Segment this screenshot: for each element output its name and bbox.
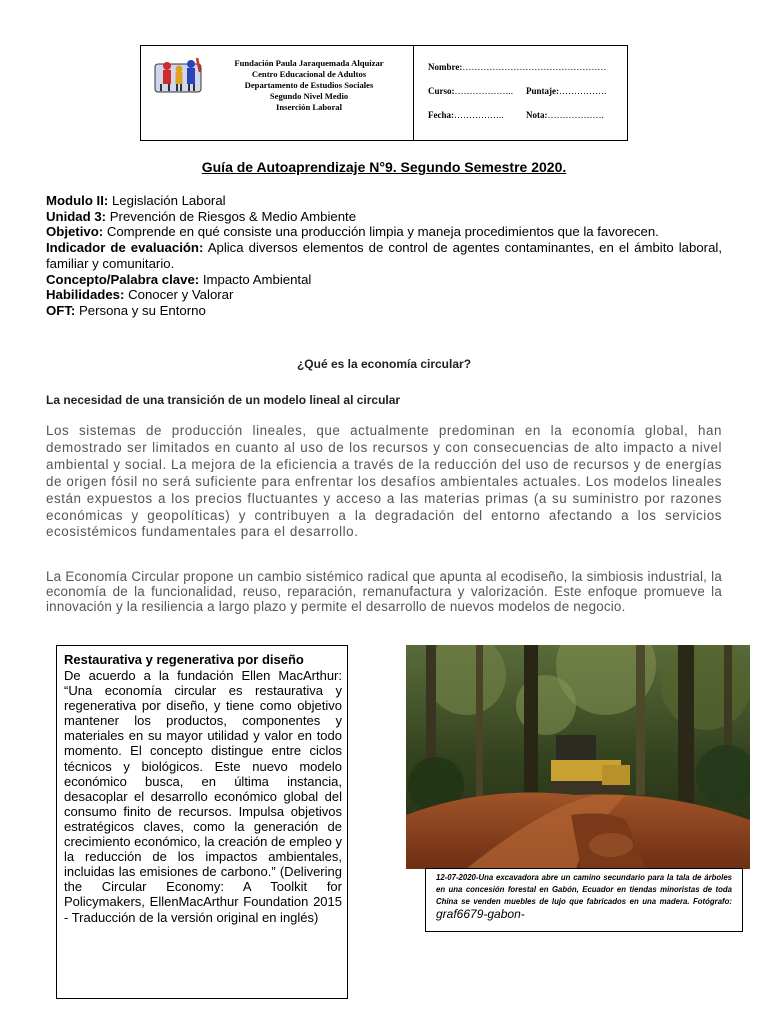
definition-box-title: Restaurativa y regenerativa por diseño xyxy=(64,652,304,667)
institution-line: Segundo Nivel Medio xyxy=(269,91,349,101)
nombre-field[interactable]: Nombre:………………………………………… xyxy=(428,62,607,72)
curso-label: Curso: xyxy=(428,86,455,96)
objetivo-label: Objetivo: xyxy=(46,224,104,240)
nombre-label: Nombre: xyxy=(428,62,463,72)
unidad-value: Prevención de Riesgos & Medio Ambiente xyxy=(109,208,357,224)
oft-value: Persona y su Entorno xyxy=(78,302,206,318)
objetivo-line xyxy=(46,224,722,240)
oft-label: OFT: xyxy=(46,302,76,318)
section-subtitle: La necesidad de una transición de un modelo lineal al circular xyxy=(46,393,401,407)
concepto-value: Impacto Ambiental xyxy=(202,271,312,287)
oft-line xyxy=(46,303,722,319)
curso-field[interactable]: Curso:……………….. xyxy=(428,86,513,96)
puntaje-field[interactable]: Puntaje:……………. xyxy=(526,86,607,96)
paragraph-circular-economy: La Economía Circular propone un cambio sistémico radical que apunta al ecodiseño, la simbiosis industrial, la economía de la funcionalidad, reuso, reparación, remanufactura y valorización. Este enfoque promueve la innovación y la resiliencia a largo plazo y permite el desarrollo de nuevos modelos de negocio. xyxy=(46,569,722,614)
photo-caption xyxy=(425,868,743,932)
habilidades-line xyxy=(46,287,722,303)
caption-photographer: graf6679-gabon- xyxy=(436,907,525,921)
family-logo-icon xyxy=(153,54,205,94)
institution-line: Centro Educacional de Adultos xyxy=(251,69,367,79)
fecha-field[interactable]: Fecha:…………….. xyxy=(428,110,504,120)
guide-metadata xyxy=(46,193,722,319)
nota-field[interactable]: Nota:………………. xyxy=(526,110,604,120)
habilidades-label: Habilidades: xyxy=(46,287,125,303)
institution-line: Inserción Laboral xyxy=(276,102,342,112)
header-box xyxy=(140,45,628,141)
institution-block xyxy=(211,58,407,113)
fecha-label: Fecha: xyxy=(428,110,454,120)
unidad-label: Unidad 3: xyxy=(46,208,107,224)
objetivo-value: Comprende en qué consiste una producción limpia y maneja procedimientos que la favorecen. xyxy=(106,224,659,240)
forest-photo-image xyxy=(406,645,750,869)
header-fields-cell xyxy=(413,46,628,140)
paragraph-linear-systems: Los sistemas de producción lineales, que actualmente predominan en la economía global, han demostrado ser limitados en cuanto al uso de los recursos y con consecuencias de alto impacto a nivel ambiental y social. La mejora de la eficiencia a través de la reducción del uso de recursos y de energías de origen fósil no será suficiente para enfrentar los desafíos ambientales actuales. Los modelos lineales están expuestos a los precios fluctuantes y acceso a las materias primas (a su suministro por razones económicas y geopolíticas) y contribuyen a la degradación del entorno afectando a los servicios ecosistémicos fundamentales para el desarrollo. xyxy=(46,423,722,540)
institution-line: Fundación Paula Jaraquemada Alquízar xyxy=(234,58,384,68)
definition-box xyxy=(56,645,348,999)
header-institution-cell xyxy=(141,46,413,140)
modulo-value: Legislación Laboral xyxy=(111,193,226,208)
nota-label: Nota: xyxy=(526,110,548,120)
unidad-line xyxy=(46,209,722,225)
concepto-label: Concepto/Palabra clave: xyxy=(46,271,200,287)
modulo-label: Modulo II: xyxy=(46,193,109,208)
forest-bulldozer-photo xyxy=(406,645,750,869)
puntaje-label: Puntaje: xyxy=(526,86,559,96)
habilidades-value: Conocer y Valorar xyxy=(128,287,234,303)
definition-box-body: De acuerdo a la fundación Ellen MacArthur: “Una economía circular es restaurativa y regenerativa por diseño, y tiene como objetivo mantener los productos, componentes y materiales en su mayor utilidad y valor en todo momento. El concepto distingue entre ciclos técnicos y biológicos. Este nuevo modelo económico busca, en última instancia, desacoplar el desarrollo económico global del consumo finito de recursos. Impulsa objetivos estratégicos claves, como la generación de crecimiento económico, la creación de empleo y la reducción de los impactos ambientales, incluidas las emisiones de carbono.” (Delivering the Circular Economy: A Toolkit for Policymakers, EllenMacArthur Foundation 2015 - Traducción de la versión original en inglés) xyxy=(64,668,342,925)
institution-line: Departamento de Estudios Sociales xyxy=(244,80,374,90)
indicador-line xyxy=(46,240,722,271)
modulo-line xyxy=(46,193,722,209)
indicador-label: Indicador de evaluación: xyxy=(46,240,204,256)
concepto-line xyxy=(46,272,722,288)
section-question-title: ¿Qué es la economía circular? xyxy=(296,357,472,371)
indicador-value: Aplica diversos elementos de control de agentes contaminantes, en el ámbito laboral, familiar y comunitario. xyxy=(46,240,722,271)
page-title: Guía de Autoaprendizaje N°9. Segundo Semestre 2020. xyxy=(201,159,567,175)
caption-text: 12-07-2020-Una excavadora abre un camino secundario para la tala de árboles en una concesión forestal en Gabón, Ecuador en tiendas minoristas de toda China se venden muebles de lujo que fabricados en una madera. Fotógrafo: xyxy=(436,873,732,906)
